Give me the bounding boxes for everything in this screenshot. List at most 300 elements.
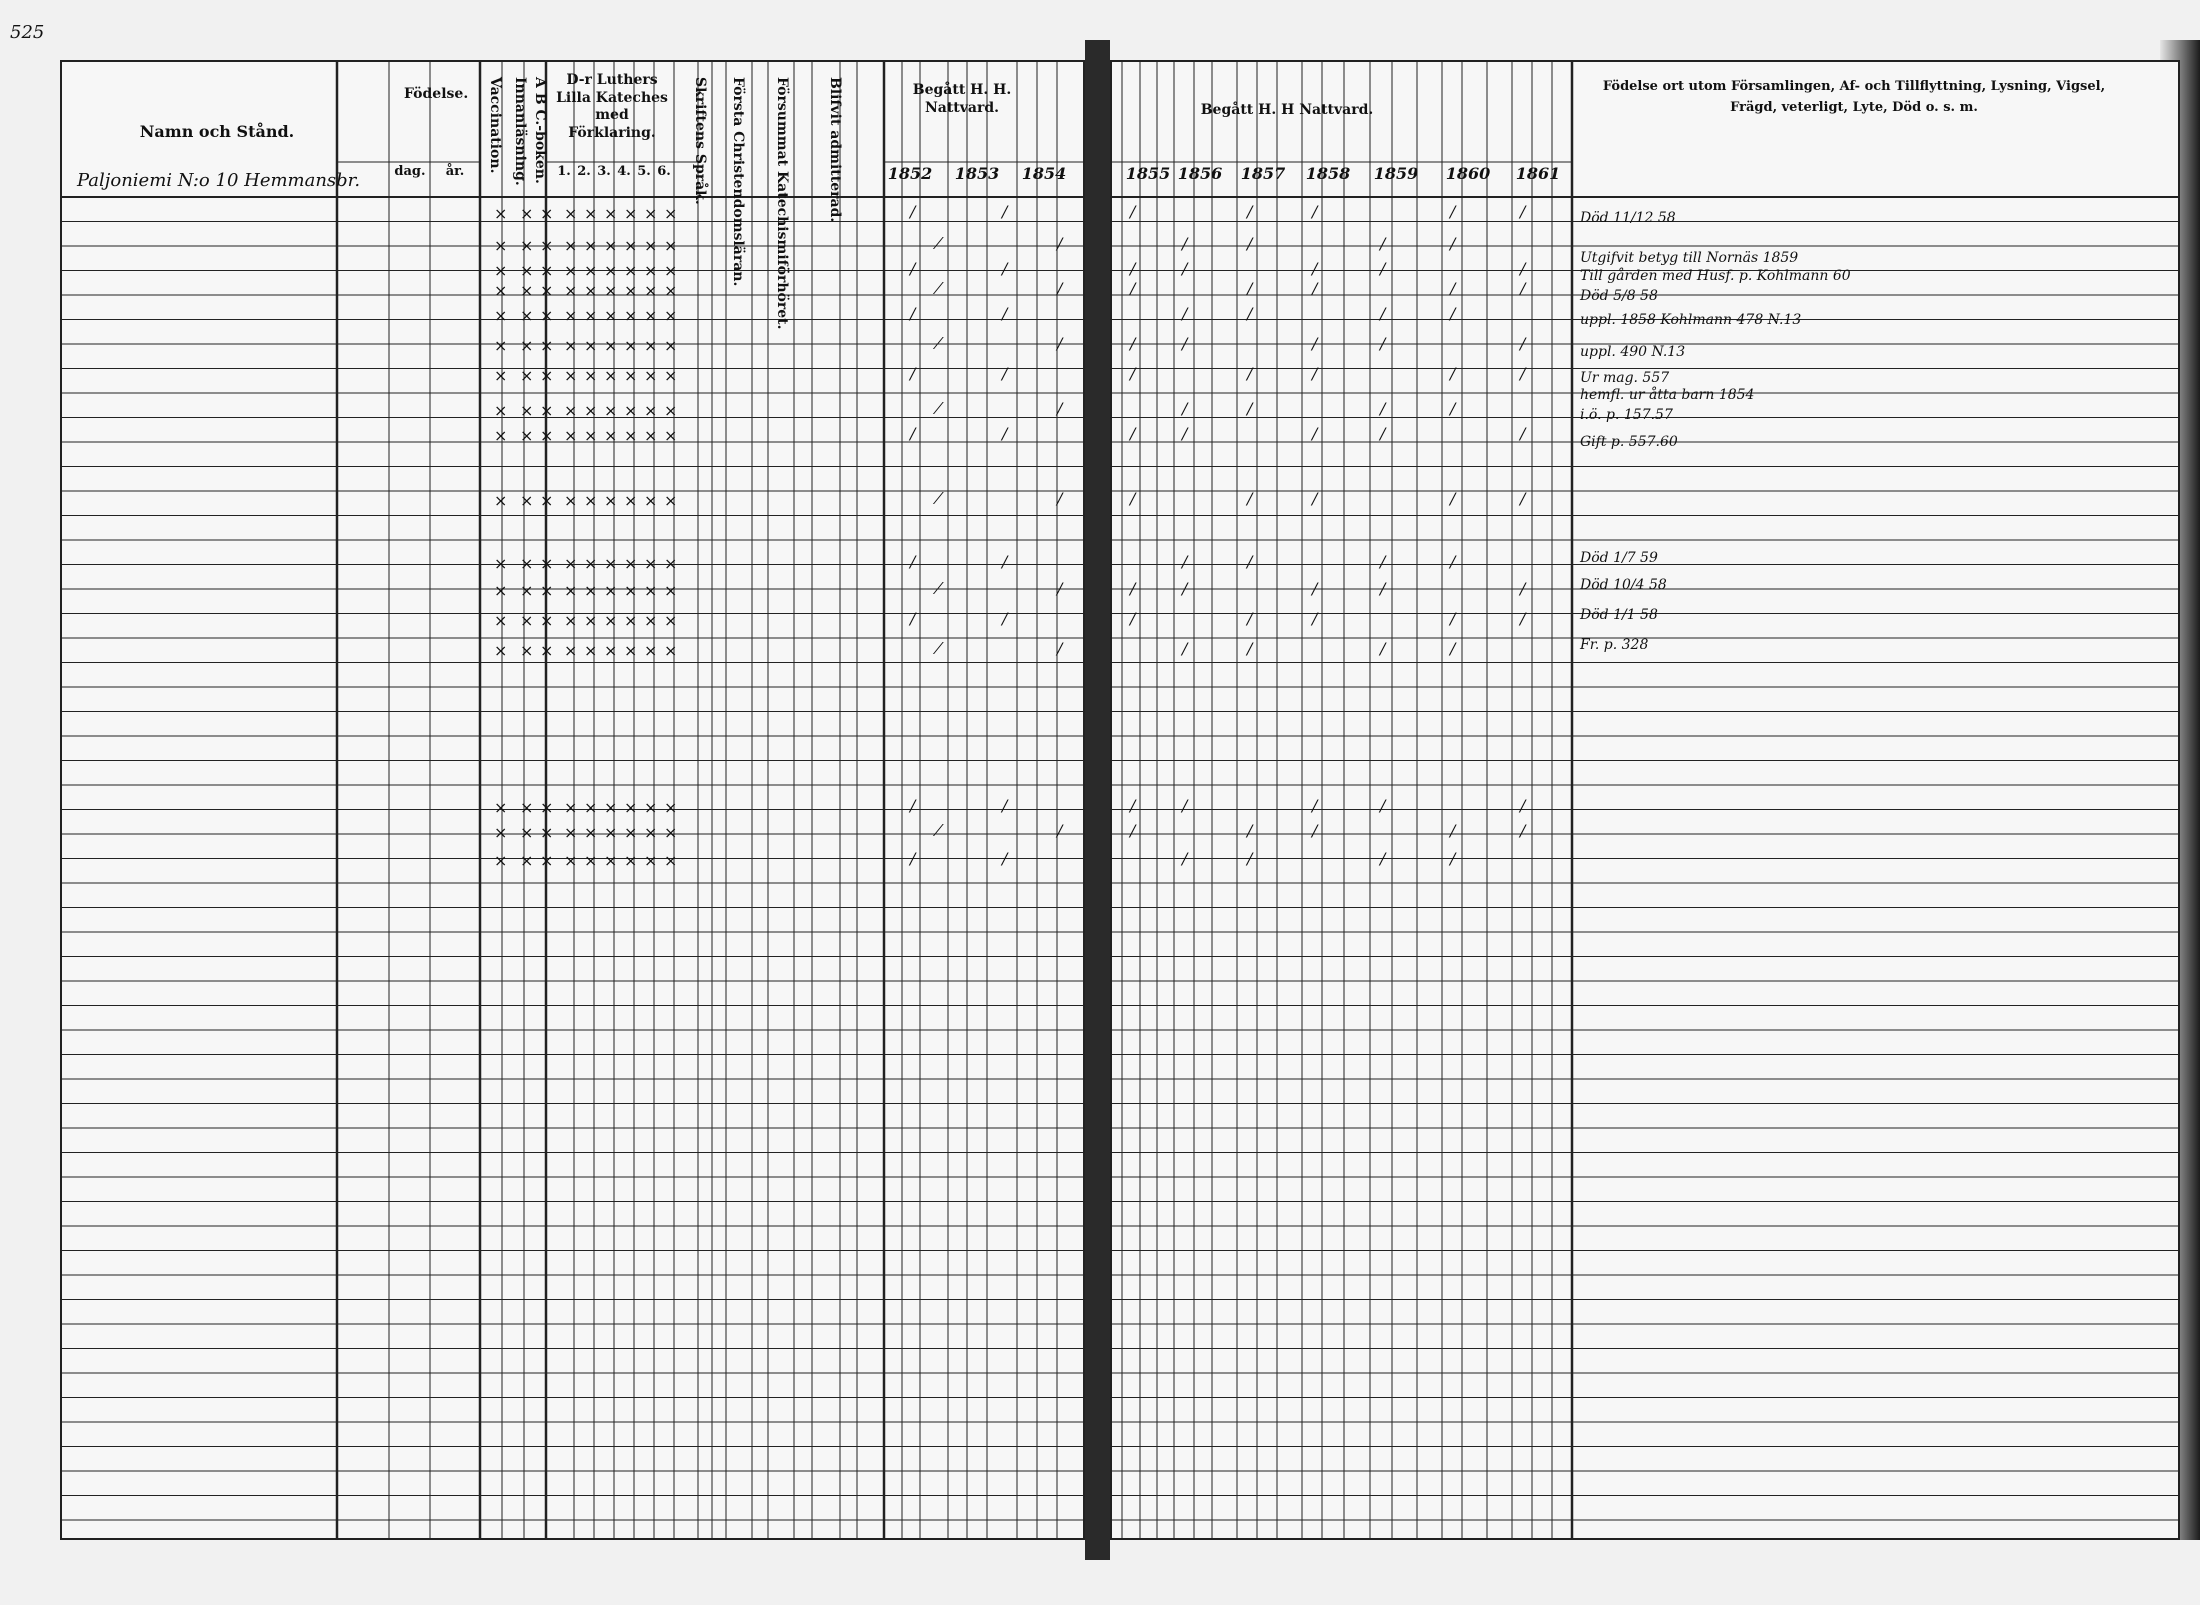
reading-mark: × xyxy=(624,611,638,630)
reading-mark: × xyxy=(644,581,658,600)
kat-sub-3: 3. xyxy=(597,164,611,179)
year-1861: 1861 xyxy=(1515,164,1561,183)
reading-mark: × xyxy=(520,426,534,445)
reading-mark: × xyxy=(664,798,678,817)
communion-mark: / xyxy=(1520,609,1526,628)
reading-mark: × xyxy=(664,336,678,355)
reading-mark: × xyxy=(644,611,658,630)
communion-mark: / xyxy=(1380,639,1386,658)
reading-mark: × xyxy=(584,611,598,630)
header-forsumat: Försummat Katechismiförhöret. xyxy=(774,77,790,330)
reading-mark: × xyxy=(520,491,534,510)
reading-mark: × xyxy=(624,491,638,510)
communion-mark: / xyxy=(1380,796,1386,815)
communion-mark: ⁄ xyxy=(937,821,940,840)
communion-mark: / xyxy=(1057,334,1063,353)
reading-mark: × xyxy=(494,306,508,325)
year-1860: 1860 xyxy=(1445,164,1491,183)
reading-mark: × xyxy=(540,336,554,355)
reading-mark: × xyxy=(584,491,598,510)
reading-mark: × xyxy=(604,611,618,630)
reading-mark: × xyxy=(494,611,508,630)
communion-mark: / xyxy=(1450,364,1456,383)
communion-mark: / xyxy=(1002,609,1008,628)
reading-mark: × xyxy=(520,336,534,355)
communion-mark: / xyxy=(1520,489,1526,508)
communion-mark: / xyxy=(1182,579,1188,598)
reading-mark: × xyxy=(494,366,508,385)
reading-mark: × xyxy=(644,491,658,510)
header-year: år. xyxy=(445,164,465,179)
reading-mark: × xyxy=(494,236,508,255)
communion-mark: / xyxy=(1002,424,1008,443)
communion-mark: / xyxy=(910,304,916,323)
reading-mark: × xyxy=(564,611,578,630)
register-note: i.ö. p. 157.57 xyxy=(1580,407,1673,423)
reading-mark: × xyxy=(644,554,658,573)
right-page xyxy=(1110,60,2180,1540)
header-abc-boken: A B C.-boken. xyxy=(532,77,548,184)
reading-mark: × xyxy=(624,851,638,870)
reading-mark: × xyxy=(624,261,638,280)
reading-mark: × xyxy=(494,641,508,660)
communion-mark: / xyxy=(1002,552,1008,571)
reading-mark: × xyxy=(540,366,554,385)
communion-mark: ⁄ xyxy=(937,279,940,298)
reading-mark: × xyxy=(664,204,678,223)
communion-mark: / xyxy=(910,259,916,278)
reading-mark: × xyxy=(564,426,578,445)
reading-mark: × xyxy=(520,204,534,223)
reading-mark: × xyxy=(564,236,578,255)
left-page xyxy=(60,60,1085,1540)
communion-mark: / xyxy=(1450,304,1456,323)
communion-mark: / xyxy=(1520,821,1526,840)
register-note: Död 11/12 58 xyxy=(1580,210,1676,226)
communion-mark: ⁄ xyxy=(937,399,940,418)
reading-mark: × xyxy=(584,336,598,355)
reading-mark: × xyxy=(564,261,578,280)
reading-mark: × xyxy=(564,581,578,600)
reading-mark: × xyxy=(564,554,578,573)
communion-mark: / xyxy=(1450,639,1456,658)
communion-mark: / xyxy=(1247,849,1253,868)
reading-mark: × xyxy=(644,236,658,255)
communion-mark: / xyxy=(1380,424,1386,443)
reading-mark: × xyxy=(540,641,554,660)
reading-mark: × xyxy=(604,798,618,817)
communion-mark: / xyxy=(1520,796,1526,815)
communion-mark: / xyxy=(1450,202,1456,221)
communion-mark: ⁄ xyxy=(937,489,940,508)
register-note: Död 1/1 58 xyxy=(1580,607,1658,623)
reading-mark: × xyxy=(644,261,658,280)
reading-mark: × xyxy=(604,306,618,325)
communion-mark: / xyxy=(1182,399,1188,418)
communion-mark: / xyxy=(910,424,916,443)
communion-mark: / xyxy=(1247,304,1253,323)
communion-mark: / xyxy=(1247,821,1253,840)
reading-mark: × xyxy=(584,261,598,280)
reading-mark: × xyxy=(520,554,534,573)
reading-mark: × xyxy=(644,823,658,842)
communion-mark: / xyxy=(1380,849,1386,868)
reading-mark: × xyxy=(520,366,534,385)
communion-mark: / xyxy=(1130,579,1136,598)
reading-mark: × xyxy=(564,204,578,223)
reading-mark: × xyxy=(494,401,508,420)
communion-mark: / xyxy=(1182,424,1188,443)
reading-mark: × xyxy=(604,401,618,420)
communion-mark: / xyxy=(1130,424,1136,443)
reading-mark: × xyxy=(664,281,678,300)
reading-mark: × xyxy=(624,641,638,660)
village-heading: Paljoniemi N:o 10 Hemmansbr. xyxy=(77,170,361,191)
reading-mark: × xyxy=(644,426,658,445)
book-spine xyxy=(1085,40,1110,1560)
reading-mark: × xyxy=(520,798,534,817)
reading-mark: × xyxy=(584,823,598,842)
communion-mark: / xyxy=(1057,279,1063,298)
communion-mark: / xyxy=(1002,259,1008,278)
reading-mark: × xyxy=(604,641,618,660)
communion-mark: ⁄ xyxy=(937,639,940,658)
communion-mark: / xyxy=(1130,334,1136,353)
communion-mark: / xyxy=(1247,489,1253,508)
reading-mark: × xyxy=(664,823,678,842)
year-1859: 1859 xyxy=(1373,164,1419,183)
register-note: Ur mag. 557 xyxy=(1580,370,1670,386)
communion-mark: / xyxy=(1520,579,1526,598)
reading-mark: × xyxy=(540,281,554,300)
communion-mark: / xyxy=(1002,304,1008,323)
reading-mark: × xyxy=(644,401,658,420)
reading-mark: × xyxy=(540,236,554,255)
communion-mark: / xyxy=(910,364,916,383)
header-day: dag. xyxy=(394,164,426,179)
communion-mark: / xyxy=(1247,234,1253,253)
year-1853: 1853 xyxy=(954,164,1000,183)
reading-mark: × xyxy=(540,426,554,445)
reading-mark: × xyxy=(624,426,638,445)
communion-mark: / xyxy=(1380,399,1386,418)
communion-mark: / xyxy=(1182,849,1188,868)
reading-mark: × xyxy=(520,306,534,325)
reading-mark: × xyxy=(644,798,658,817)
reading-mark: × xyxy=(664,366,678,385)
header-innanlasning: Innanläsning. xyxy=(512,77,528,186)
communion-mark: / xyxy=(1130,489,1136,508)
communion-mark: / xyxy=(910,796,916,815)
reading-mark: × xyxy=(520,401,534,420)
reading-mark: × xyxy=(664,236,678,255)
communion-mark: / xyxy=(1450,552,1456,571)
communion-mark: / xyxy=(1450,849,1456,868)
communion-mark: / xyxy=(1057,489,1063,508)
reading-mark: × xyxy=(494,261,508,280)
register-note: uppl. 490 N.13 xyxy=(1580,344,1686,360)
reading-mark: × xyxy=(664,261,678,280)
communion-mark: / xyxy=(1182,552,1188,571)
communion-mark: / xyxy=(910,849,916,868)
reading-mark: × xyxy=(540,491,554,510)
reading-mark: × xyxy=(584,641,598,660)
reading-mark: × xyxy=(584,281,598,300)
header-name: Namn och Stånd. xyxy=(139,122,295,141)
communion-mark: / xyxy=(1130,796,1136,815)
reading-mark: × xyxy=(604,261,618,280)
reading-mark: × xyxy=(520,236,534,255)
reading-mark: × xyxy=(644,336,658,355)
communion-mark: ⁄ xyxy=(937,579,940,598)
communion-mark: / xyxy=(1312,821,1318,840)
reading-mark: × xyxy=(540,554,554,573)
reading-mark: × xyxy=(624,236,638,255)
communion-mark: / xyxy=(1130,821,1136,840)
communion-mark: / xyxy=(1057,234,1063,253)
header-skriftens-sprak: Skriftens Språk. xyxy=(692,77,708,205)
reading-mark: × xyxy=(494,581,508,600)
register-note: Fr. p. 328 xyxy=(1580,637,1649,653)
reading-mark: × xyxy=(604,204,618,223)
communion-mark: / xyxy=(1312,259,1318,278)
reading-mark: × xyxy=(564,491,578,510)
header-bliffit: Blifvit admitterad. xyxy=(827,77,843,223)
communion-mark: / xyxy=(1450,821,1456,840)
year-1856: 1856 xyxy=(1177,164,1223,183)
communion-mark: / xyxy=(1380,304,1386,323)
register-note: uppl. 1858 Kohlmann 478 N.13 xyxy=(1580,312,1802,328)
communion-mark: / xyxy=(1450,399,1456,418)
header-begatt-left: Begått H. H. Nattvard. xyxy=(912,82,1012,116)
communion-mark: ⁄ xyxy=(937,334,940,353)
communion-mark: / xyxy=(1247,202,1253,221)
reading-mark: × xyxy=(664,554,678,573)
communion-mark: / xyxy=(1130,279,1136,298)
communion-mark: / xyxy=(1182,259,1188,278)
reading-mark: × xyxy=(664,491,678,510)
reading-mark: × xyxy=(584,236,598,255)
reading-mark: × xyxy=(604,581,618,600)
communion-mark: / xyxy=(1247,639,1253,658)
reading-mark: × xyxy=(604,851,618,870)
reading-mark: × xyxy=(564,798,578,817)
reading-mark: × xyxy=(494,491,508,510)
reading-mark: × xyxy=(624,366,638,385)
communion-mark: ⁄ xyxy=(937,234,940,253)
reading-mark: × xyxy=(584,401,598,420)
communion-mark: / xyxy=(1130,609,1136,628)
reading-mark: × xyxy=(624,554,638,573)
register-note: Gift p. 557.60 xyxy=(1580,434,1678,450)
communion-mark: / xyxy=(1450,489,1456,508)
communion-mark: / xyxy=(1312,279,1318,298)
reading-mark: × xyxy=(564,281,578,300)
year-1852: 1852 xyxy=(887,164,933,183)
communion-mark: / xyxy=(1520,279,1526,298)
reading-mark: × xyxy=(664,851,678,870)
header-vaccination: Vaccination. xyxy=(487,77,503,174)
reading-mark: × xyxy=(540,306,554,325)
register-note: Död 1/7 59 xyxy=(1580,550,1658,566)
communion-mark: / xyxy=(1380,259,1386,278)
reading-mark: × xyxy=(604,366,618,385)
reading-mark: × xyxy=(604,491,618,510)
communion-mark: / xyxy=(1182,304,1188,323)
communion-mark: / xyxy=(1312,364,1318,383)
communion-mark: / xyxy=(1057,821,1063,840)
reading-mark: × xyxy=(644,204,658,223)
communion-mark: / xyxy=(1520,364,1526,383)
reading-mark: × xyxy=(664,641,678,660)
communion-mark: / xyxy=(1182,639,1188,658)
communion-mark: / xyxy=(1380,552,1386,571)
page-number: 525 xyxy=(10,22,45,43)
reading-mark: × xyxy=(494,823,508,842)
communion-mark: / xyxy=(1520,259,1526,278)
reading-mark: × xyxy=(540,823,554,842)
header-notes: Födelse ort utom Församlingen, Af- och Tillflyttning, Lysning, Vigsel, Frägd, veterligt, Lyte, Död o. s. m. xyxy=(1602,79,2106,115)
communion-mark: / xyxy=(1182,796,1188,815)
reading-mark: × xyxy=(624,204,638,223)
kat-sub-4: 4. xyxy=(617,164,631,179)
reading-mark: × xyxy=(604,236,618,255)
reading-mark: × xyxy=(664,426,678,445)
reading-mark: × xyxy=(520,641,534,660)
communion-mark: / xyxy=(1312,579,1318,598)
communion-mark: / xyxy=(910,202,916,221)
communion-mark: / xyxy=(1130,259,1136,278)
communion-mark: / xyxy=(1247,279,1253,298)
reading-mark: × xyxy=(624,306,638,325)
reading-mark: × xyxy=(520,611,534,630)
reading-mark: × xyxy=(624,581,638,600)
communion-mark: / xyxy=(1520,424,1526,443)
reading-mark: × xyxy=(540,204,554,223)
header-forsta-christendom: Första Christendomsläran. xyxy=(730,77,746,287)
communion-mark: / xyxy=(910,552,916,571)
communion-mark: / xyxy=(1057,639,1063,658)
reading-mark: × xyxy=(664,401,678,420)
communion-mark: / xyxy=(1450,234,1456,253)
reading-mark: × xyxy=(540,851,554,870)
reading-mark: × xyxy=(624,336,638,355)
reading-mark: × xyxy=(664,306,678,325)
communion-mark: / xyxy=(1312,796,1318,815)
communion-mark: / xyxy=(1380,234,1386,253)
communion-mark: / xyxy=(1130,202,1136,221)
register-note: Utgifvit betyg till Nornäs 1859 xyxy=(1580,250,1799,266)
reading-mark: × xyxy=(584,426,598,445)
communion-mark: / xyxy=(1520,202,1526,221)
communion-mark: / xyxy=(1312,334,1318,353)
reading-mark: × xyxy=(644,306,658,325)
reading-mark: × xyxy=(604,554,618,573)
header-begatt-right: Begått H. H Nattvard. xyxy=(1200,102,1374,118)
reading-mark: × xyxy=(540,261,554,280)
reading-mark: × xyxy=(664,581,678,600)
reading-mark: × xyxy=(520,823,534,842)
reading-mark: × xyxy=(664,611,678,630)
register-note: hemfl. ur åtta barn 1854 xyxy=(1580,387,1755,403)
register-note: Död 10/4 58 xyxy=(1580,577,1667,593)
reading-mark: × xyxy=(540,798,554,817)
reading-mark: × xyxy=(604,281,618,300)
reading-mark: × xyxy=(520,851,534,870)
reading-mark: × xyxy=(584,204,598,223)
reading-mark: × xyxy=(584,851,598,870)
year-1858: 1858 xyxy=(1305,164,1351,183)
communion-mark: / xyxy=(1450,609,1456,628)
communion-mark: / xyxy=(1312,202,1318,221)
year-1854: 1854 xyxy=(1021,164,1067,183)
reading-mark: × xyxy=(494,426,508,445)
communion-mark: / xyxy=(1247,399,1253,418)
reading-mark: × xyxy=(494,336,508,355)
kat-sub-2: 2. xyxy=(577,164,591,179)
communion-mark: / xyxy=(1520,334,1526,353)
communion-mark: / xyxy=(1247,609,1253,628)
kat-sub-1: 1. xyxy=(557,164,571,179)
kat-sub-6: 6. xyxy=(657,164,671,179)
reading-mark: × xyxy=(564,336,578,355)
communion-mark: / xyxy=(1057,399,1063,418)
reading-mark: × xyxy=(564,401,578,420)
reading-mark: × xyxy=(584,581,598,600)
reading-mark: × xyxy=(624,798,638,817)
reading-mark: × xyxy=(564,366,578,385)
reading-mark: × xyxy=(540,581,554,600)
reading-mark: × xyxy=(494,851,508,870)
reading-mark: × xyxy=(644,281,658,300)
reading-mark: × xyxy=(520,581,534,600)
communion-mark: / xyxy=(1130,364,1136,383)
communion-mark: / xyxy=(1380,334,1386,353)
communion-mark: / xyxy=(1312,424,1318,443)
reading-mark: × xyxy=(644,366,658,385)
reading-mark: × xyxy=(520,261,534,280)
reading-mark: × xyxy=(584,554,598,573)
reading-mark: × xyxy=(644,851,658,870)
reading-mark: × xyxy=(494,798,508,817)
reading-mark: × xyxy=(604,336,618,355)
reading-mark: × xyxy=(604,823,618,842)
reading-mark: × xyxy=(564,641,578,660)
communion-mark: / xyxy=(1247,364,1253,383)
communion-mark: / xyxy=(1312,609,1318,628)
communion-mark: / xyxy=(1247,552,1253,571)
header-katechism: D-r Luthers Lilla Kateches med Förklaring. xyxy=(556,72,668,141)
register-note: Till gården med Husf. p. Kohlmann 60 xyxy=(1580,268,1851,284)
reading-mark: × xyxy=(604,426,618,445)
reading-mark: × xyxy=(494,204,508,223)
reading-mark: × xyxy=(520,281,534,300)
reading-mark: × xyxy=(494,554,508,573)
communion-mark: / xyxy=(1450,279,1456,298)
reading-mark: × xyxy=(644,641,658,660)
reading-mark: × xyxy=(540,611,554,630)
communion-mark: / xyxy=(1002,849,1008,868)
year-1857: 1857 xyxy=(1240,164,1286,183)
header-birth: Födelse. xyxy=(404,86,469,102)
communion-mark: / xyxy=(1380,579,1386,598)
reading-mark: × xyxy=(624,823,638,842)
reading-mark: × xyxy=(540,401,554,420)
communion-mark: / xyxy=(1312,489,1318,508)
reading-mark: × xyxy=(564,823,578,842)
reading-mark: × xyxy=(584,306,598,325)
reading-mark: × xyxy=(624,401,638,420)
